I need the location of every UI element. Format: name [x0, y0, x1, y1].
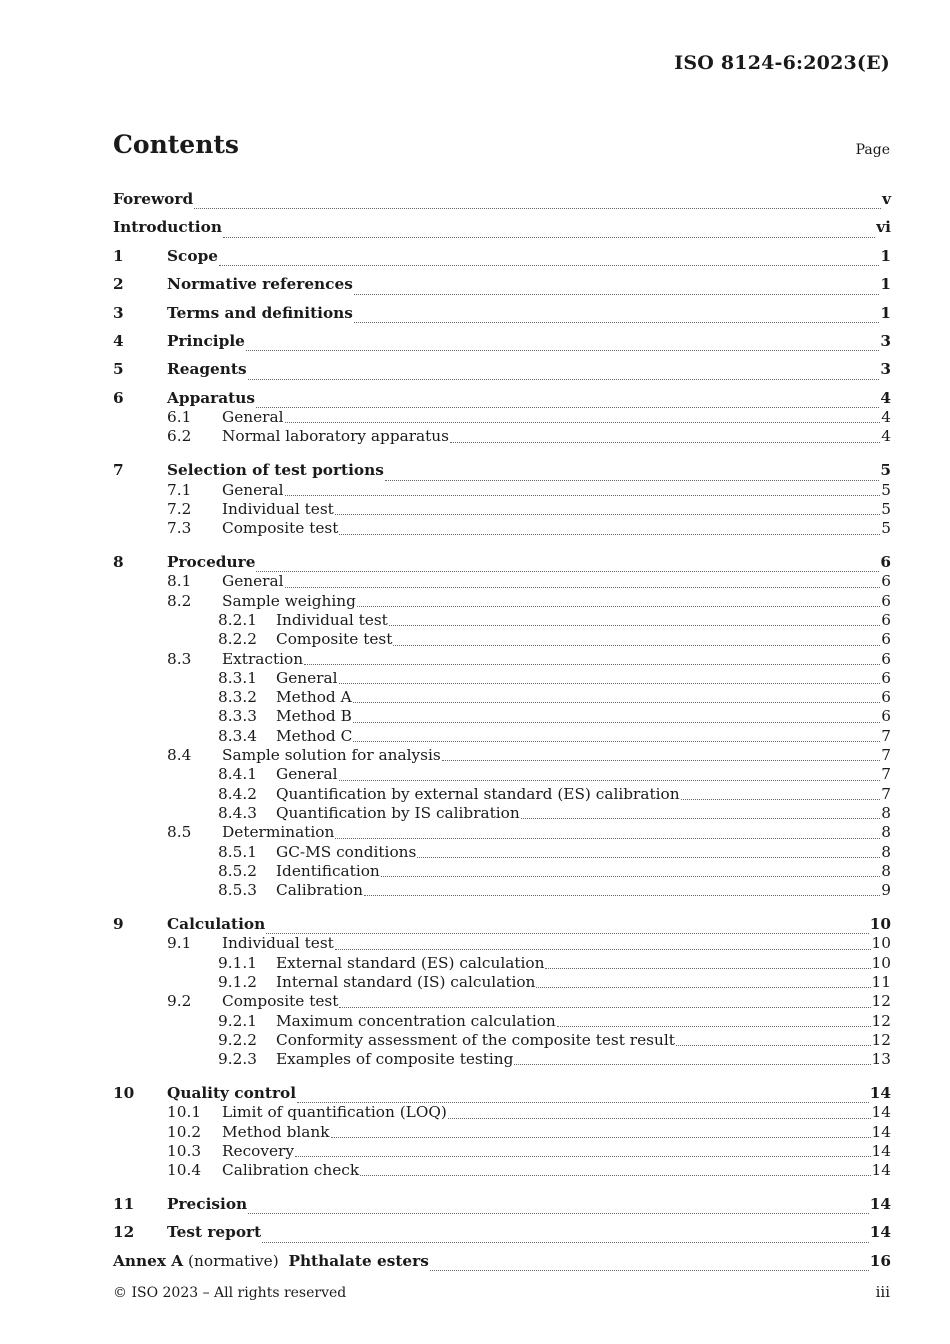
dot-leader: [266, 932, 868, 934]
toc-entry[interactable]: [113, 630, 891, 649]
toc-entry-page: 6: [881, 572, 891, 591]
annex-label: Annex A: [113, 1251, 184, 1270]
toc-entry-page: 9: [881, 881, 891, 900]
toc-entry-page: vi: [876, 218, 891, 237]
toc-entry-number: 8.2: [167, 591, 192, 610]
toc-entry-page: 5: [881, 480, 891, 499]
toc-entry[interactable]: [113, 1142, 891, 1161]
toc-entry-page: 14: [871, 1122, 891, 1141]
toc-entry-number: 6.2: [167, 427, 192, 446]
toc-entry[interactable]: [113, 973, 891, 992]
toc-entry-title: Selection of test portions: [167, 461, 384, 480]
dot-leader: [219, 264, 879, 266]
toc-entry[interactable]: [113, 185, 891, 213]
toc-entry-title: Principle: [167, 331, 245, 350]
dot-leader: [335, 948, 871, 950]
dot-leader: [450, 441, 880, 443]
dot-leader: [246, 349, 879, 351]
toc-entry-number: 9.2.1: [218, 1011, 257, 1030]
dot-leader: [381, 875, 880, 877]
dot-leader: [304, 663, 880, 665]
toc-entry[interactable]: [113, 213, 891, 241]
toc-entry-page: 11: [871, 972, 891, 991]
toc-entry-page: 14: [869, 1083, 891, 1102]
toc-entry-number: 8.3.1: [218, 668, 257, 687]
toc-entry-number: 8.2.1: [218, 610, 257, 629]
toc-entry-title: Sample solution for analysis: [222, 746, 441, 765]
toc-entry-title: Apparatus: [167, 388, 255, 407]
toc-entry-number: 10.2: [167, 1122, 202, 1141]
toc-entry-title: Composite test: [222, 992, 339, 1011]
toc-entry-title: Identification: [276, 861, 380, 880]
toc-entry-title: Internal standard (IS) calculation: [276, 972, 536, 991]
dot-leader: [285, 494, 881, 496]
toc-entry-page: 10: [871, 953, 891, 972]
toc-entry-title: GC-MS conditions: [276, 842, 417, 861]
toc-entry-number: 7.3: [167, 519, 192, 538]
toc-entry-page: 12: [871, 992, 891, 1011]
toc-entry-page: 14: [869, 1194, 891, 1213]
toc-entry-title: Calibration check: [222, 1161, 360, 1180]
toc-entry-page: v: [882, 190, 891, 208]
toc-entry[interactable]: [113, 765, 891, 784]
toc-entry-number: 8.5.3: [218, 881, 257, 900]
toc-entry[interactable]: [113, 572, 891, 591]
toc-entry-page: 1: [880, 303, 891, 322]
dot-leader: [676, 1044, 871, 1046]
toc-entry-title: [113, 1247, 429, 1275]
toc-entry[interactable]: [113, 519, 891, 538]
toc-entry-title: External standard (ES) calculation: [276, 953, 545, 972]
dot-leader: [360, 1174, 870, 1176]
toc-entry-number: 9: [113, 914, 124, 933]
toc-entry-number: 1: [113, 246, 124, 265]
toc-entry-title: General: [222, 572, 284, 591]
toc-entry-title: Method B: [276, 707, 352, 726]
toc-entry-title: General: [276, 765, 338, 784]
dot-leader: [335, 513, 880, 515]
dot-leader: [248, 378, 880, 380]
toc-entry-page: 7: [881, 746, 891, 765]
dot-leader: [364, 894, 880, 896]
copyright-notice: © ISO 2023 – All rights reserved: [113, 1285, 347, 1301]
dot-leader: [339, 1006, 870, 1008]
toc-entry[interactable]: [113, 1161, 891, 1180]
toc-entry[interactable]: [113, 1218, 891, 1246]
toc-entry-number: 6: [113, 388, 124, 407]
toc-entry[interactable]: [113, 823, 891, 842]
toc-entry-number: 8.3.4: [218, 726, 257, 745]
dot-leader: [521, 817, 881, 819]
toc-entry-page: 5: [881, 519, 891, 538]
table-of-contents: [113, 185, 891, 1275]
toc-entry-title: Reagents: [167, 360, 247, 379]
document-header-id: ISO 8124-6:2023(E): [674, 52, 890, 74]
dot-leader: [357, 605, 880, 607]
toc-entry-title: Limit of quantification (LOQ): [222, 1103, 447, 1122]
toc-entry-title: Extraction: [222, 649, 304, 668]
toc-entry[interactable]: [113, 746, 891, 765]
toc-entry-title: Scope: [167, 246, 218, 265]
toc-entry-page: 12: [871, 1011, 891, 1030]
dot-leader: [335, 837, 880, 839]
toc-entry-page: 14: [871, 1161, 891, 1180]
toc-entry-title: Introduction: [113, 218, 222, 237]
toc-entry-page: 10: [869, 914, 891, 933]
dot-leader: [339, 682, 881, 684]
toc-entry[interactable]: [113, 862, 891, 881]
toc-entry[interactable]: [113, 954, 891, 973]
toc-entry[interactable]: [113, 299, 891, 327]
toc-entry-number: 7.1: [167, 480, 192, 499]
toc-entry-page: 14: [869, 1223, 891, 1242]
toc-entry-page: 7: [881, 726, 891, 745]
toc-entry[interactable]: [113, 481, 891, 500]
toc-entry[interactable]: [113, 669, 891, 688]
toc-entry[interactable]: [113, 270, 891, 298]
toc-entry-page: 6: [881, 649, 891, 668]
toc-entry-number: 8.4.2: [218, 784, 257, 803]
toc-entry-title: Procedure: [167, 553, 256, 571]
toc-entry[interactable]: [113, 804, 891, 823]
toc-entry-title: Normative references: [167, 275, 353, 294]
dot-leader: [194, 207, 881, 209]
toc-entry-page: 3: [880, 331, 891, 350]
toc-entry-number: 8.4: [167, 746, 192, 765]
toc-entry-title: Method blank: [222, 1122, 330, 1141]
dot-leader: [339, 779, 881, 781]
toc-entry-number: 10.3: [167, 1141, 202, 1160]
dot-leader: [448, 1117, 871, 1119]
toc-entry-title: Examples of composite testing: [276, 1050, 514, 1069]
toc-entry[interactable]: [113, 500, 891, 519]
toc-entry-page: 5: [881, 499, 891, 518]
dot-leader: [385, 479, 879, 481]
toc-entry-page: 7: [881, 765, 891, 784]
dot-leader: [514, 1063, 870, 1065]
toc-entry[interactable]: [113, 843, 891, 862]
toc-entry-number: 6.1: [167, 408, 192, 427]
toc-entry-number: 9.2: [167, 992, 192, 1011]
toc-entry-number: 8.2.2: [218, 630, 257, 649]
toc-entry-page: 6: [881, 688, 891, 707]
toc-entry[interactable]: [113, 934, 891, 953]
toc-entry-page: 6: [880, 553, 891, 571]
toc-entry[interactable]: [113, 650, 891, 669]
dot-leader: [417, 856, 880, 858]
toc-entry-page: 14: [871, 1103, 891, 1122]
dot-leader: [545, 967, 870, 969]
dot-leader: [262, 1241, 869, 1243]
dot-leader: [223, 236, 875, 238]
dot-leader: [354, 293, 880, 295]
dot-leader: [353, 701, 881, 703]
toc-entry-number: 10.1: [167, 1103, 202, 1122]
toc-entry[interactable]: [113, 427, 891, 446]
page-column-label: Page: [855, 142, 890, 158]
toc-entry-number: 5: [113, 360, 124, 379]
toc-entry-number: 8.3: [167, 649, 192, 668]
toc-entry[interactable]: [113, 355, 891, 383]
toc-entry-page: 12: [871, 1030, 891, 1049]
toc-entry-number: 8.4.3: [218, 803, 257, 822]
toc-entry-title: Calibration: [276, 881, 363, 900]
dot-leader: [354, 321, 879, 323]
toc-entry-number: 8.1: [167, 572, 192, 591]
toc-entry-number: 10: [113, 1083, 135, 1102]
toc-entry[interactable]: [113, 1012, 891, 1031]
toc-entry-page: 4: [881, 427, 891, 446]
toc-entry-title: Determination: [222, 823, 335, 842]
toc-entry-page: 8: [881, 861, 891, 880]
toc-entry[interactable]: [113, 1123, 891, 1142]
dot-leader: [353, 740, 880, 742]
toc-entry-page: 6: [881, 707, 891, 726]
toc-entry-page: 14: [871, 1141, 891, 1160]
dot-leader: [248, 1212, 869, 1214]
dot-leader: [285, 421, 881, 423]
toc-entry-page: 6: [881, 630, 891, 649]
toc-entry[interactable]: [113, 1247, 891, 1275]
toc-entry-number: 8.3.3: [218, 707, 257, 726]
toc-entry[interactable]: [113, 242, 891, 270]
toc-entry-page: 8: [881, 842, 891, 861]
toc-entry-number: 4: [113, 331, 124, 350]
toc-entry[interactable]: [113, 727, 891, 746]
toc-entry-number: 2: [113, 275, 124, 294]
contents-title: Contents: [113, 130, 240, 159]
toc-entry-page: 8: [881, 823, 891, 842]
toc-entry-page: 4: [880, 388, 891, 407]
dot-leader: [393, 644, 880, 646]
toc-entry-page: 8: [881, 803, 891, 822]
toc-entry-number: 7.2: [167, 499, 192, 518]
toc-entry[interactable]: [113, 1031, 891, 1050]
toc-entry-title: General: [222, 480, 284, 499]
toc-entry-number: 3: [113, 303, 124, 322]
annex-type: (normative): [183, 1251, 289, 1270]
page-number: iii: [875, 1283, 890, 1301]
toc-entry-title: General: [276, 668, 338, 687]
toc-entry-title: Quality control: [167, 1083, 297, 1102]
toc-entry-page: 10: [871, 934, 891, 953]
toc-entry-title: Maximum concentration calculation: [276, 1011, 556, 1030]
toc-entry[interactable]: [113, 1050, 891, 1069]
toc-entry-title: Calculation: [167, 914, 266, 933]
toc-entry-title: Sample weighing: [222, 591, 356, 610]
toc-entry[interactable]: [113, 688, 891, 707]
toc-entry-number: 7: [113, 461, 124, 480]
toc-entry-title: Quantification by external standard (ES) calibration: [276, 784, 680, 803]
dot-leader: [256, 570, 879, 572]
toc-entry-number: 8.4.1: [218, 765, 257, 784]
toc-entry[interactable]: [113, 1103, 891, 1122]
toc-entry-number: 9.2.2: [218, 1030, 257, 1049]
toc-entry-title: Quantification by IS calibration: [276, 803, 520, 822]
toc-entry-number: 9.1: [167, 934, 192, 953]
toc-entry-title: General: [222, 408, 284, 427]
dot-leader: [389, 624, 880, 626]
dot-leader: [442, 759, 881, 761]
toc-entry-title: Conformity assessment of the composite test result: [276, 1030, 675, 1049]
toc-entry-title: Normal laboratory apparatus: [222, 427, 450, 446]
toc-entry-number: 8.3.2: [218, 688, 257, 707]
toc-entry-page: 6: [881, 610, 891, 629]
toc-entry[interactable]: [113, 707, 891, 726]
toc-entry-title: Terms and definitions: [167, 303, 353, 322]
toc-entry-number: 8: [113, 553, 124, 571]
toc-entry-number: 9.2.3: [218, 1050, 257, 1069]
dot-leader: [331, 1136, 871, 1138]
toc-entry[interactable]: [113, 881, 891, 900]
toc-entry-number: 10.4: [167, 1161, 202, 1180]
toc-entry[interactable]: [113, 408, 891, 427]
dot-leader: [536, 986, 870, 988]
toc-entry[interactable]: [113, 1190, 891, 1218]
toc-entry-number: 8.5.2: [218, 861, 257, 880]
toc-entry[interactable]: [113, 592, 891, 611]
toc-entry-page: 13: [871, 1050, 891, 1069]
toc-entry[interactable]: [113, 611, 891, 630]
toc-entry[interactable]: [113, 785, 891, 804]
toc-entry-title: Individual test: [276, 610, 388, 629]
toc-entry-number: 9.1.1: [218, 953, 257, 972]
toc-entry-title: Method C: [276, 726, 353, 745]
toc-entry-page: 7: [881, 784, 891, 803]
dot-leader: [681, 798, 881, 800]
toc-entry-page: 5: [880, 461, 891, 480]
toc-entry-title: Composite test: [276, 630, 393, 649]
toc-entry-title: Foreword: [113, 190, 194, 208]
dot-leader: [295, 1155, 871, 1157]
toc-entry-number: 9.1.2: [218, 972, 257, 991]
toc-entry-number: 12: [113, 1223, 135, 1242]
toc-entry-page: 3: [880, 360, 891, 379]
dot-leader: [353, 721, 880, 723]
toc-entry-number: 8.5: [167, 823, 192, 842]
toc-entry-page: 4: [881, 408, 891, 427]
dot-leader: [557, 1025, 871, 1027]
dot-leader: [285, 586, 881, 588]
toc-entry-page: 6: [881, 591, 891, 610]
toc-entry[interactable]: [113, 327, 891, 355]
toc-entry-title: Precision: [167, 1194, 248, 1213]
dot-leader: [339, 533, 880, 535]
toc-entry-page: 16: [869, 1251, 891, 1270]
toc-entry[interactable]: [113, 992, 891, 1011]
dot-leader: [256, 406, 879, 408]
toc-entry-title: Test report: [167, 1223, 262, 1242]
toc-entry-number: 11: [113, 1194, 135, 1213]
dot-leader: [430, 1269, 869, 1271]
annex-title: Phthalate esters: [288, 1251, 429, 1270]
toc-entry-title: Individual test: [222, 934, 334, 953]
toc-entry-page: 1: [880, 246, 891, 265]
toc-entry-page: 1: [880, 275, 891, 294]
toc-entry-number: 8.5.1: [218, 842, 257, 861]
toc-entry-title: Individual test: [222, 499, 334, 518]
toc-entry-title: Recovery: [222, 1141, 294, 1160]
toc-entry-title: Method A: [276, 688, 352, 707]
toc-entry-page: 6: [881, 668, 891, 687]
toc-entry-title: Composite test: [222, 519, 339, 538]
